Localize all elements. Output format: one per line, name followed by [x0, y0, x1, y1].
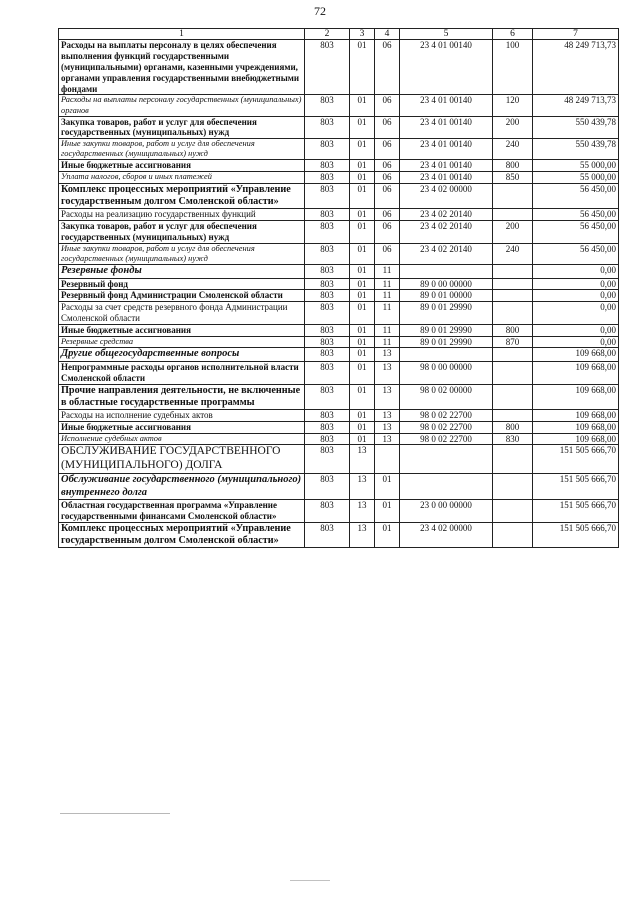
- row-section-cell: 01: [350, 302, 375, 325]
- row-target-article-cell: 98 0 02 22700: [400, 433, 493, 445]
- row-name-cell: Закупка товаров, работ и услуг для обеспечения государственных (муниципальных) нужд: [59, 221, 305, 244]
- row-section-cell: 01: [350, 384, 375, 409]
- row-section-cell: 01: [350, 221, 375, 244]
- row-section-cell: 13: [350, 500, 375, 523]
- row-code-cell: 803: [305, 290, 350, 302]
- row-section-cell: 01: [350, 160, 375, 172]
- header-cell-code: 2: [305, 29, 350, 40]
- row-expense-type-cell: 100: [493, 40, 533, 95]
- row-expense-type-cell: [493, 183, 533, 208]
- row-name-cell: Непрограммные расходы органов исполнительной власти Смоленской области: [59, 361, 305, 384]
- row-code-cell: 803: [305, 172, 350, 184]
- row-name-cell: Резервные средства: [59, 336, 305, 348]
- row-subsection-cell: 06: [375, 221, 400, 244]
- row-section-cell: 01: [350, 336, 375, 348]
- row-target-article-cell: 98 0 02 22700: [400, 409, 493, 421]
- row-target-article-cell: 89 0 01 29990: [400, 324, 493, 336]
- row-code-cell: 803: [305, 384, 350, 409]
- row-name-cell: Иные закупки товаров, работ и услуг для обеспечения государственных (муниципальных) нужд: [59, 139, 305, 160]
- row-section-cell: 13: [350, 445, 375, 474]
- table-row: [59, 243, 619, 264]
- row-section-cell: 01: [350, 348, 375, 362]
- row-name-cell: Расходы на реализацию государственных функций: [59, 209, 305, 221]
- header-cell-target-article: 5: [400, 29, 493, 40]
- row-subsection-cell: 13: [375, 409, 400, 421]
- row-target-article-cell: [400, 445, 493, 474]
- row-subsection-cell: 13: [375, 361, 400, 384]
- table-row: [59, 433, 619, 445]
- row-code-cell: 803: [305, 409, 350, 421]
- table-row: [59, 445, 619, 474]
- row-target-article-cell: 98 0 02 22700: [400, 421, 493, 433]
- row-code-cell: 803: [305, 522, 350, 547]
- row-section-cell: 01: [350, 361, 375, 384]
- page-number: 72: [314, 4, 326, 18]
- row-code-cell: 803: [305, 243, 350, 264]
- budget-table: [58, 28, 619, 548]
- row-amount-cell: 0,00: [533, 324, 619, 336]
- table-row: [59, 421, 619, 433]
- row-amount-cell: 55 000,00: [533, 160, 619, 172]
- header-cell-expense-type: 6: [493, 29, 533, 40]
- row-expense-type-cell: [493, 445, 533, 474]
- row-name-cell: Расходы на выплаты персоналу государственных (муниципальных) органов: [59, 95, 305, 116]
- table-row: [59, 221, 619, 244]
- scan-mark: [60, 813, 170, 814]
- row-section-cell: 01: [350, 433, 375, 445]
- table-row: [59, 95, 619, 116]
- row-expense-type-cell: 240: [493, 139, 533, 160]
- row-target-article-cell: 98 0 00 00000: [400, 361, 493, 384]
- row-code-cell: 803: [305, 421, 350, 433]
- table-row: [59, 302, 619, 325]
- table-row: [59, 160, 619, 172]
- row-name-cell: Резервный фонд: [59, 278, 305, 290]
- row-target-article-cell: 89 0 00 00000: [400, 278, 493, 290]
- row-expense-type-cell: [493, 409, 533, 421]
- row-amount-cell: 550 439,78: [533, 139, 619, 160]
- table-row: [59, 361, 619, 384]
- row-subsection-cell: 11: [375, 264, 400, 278]
- row-section-cell: 01: [350, 421, 375, 433]
- row-section-cell: 01: [350, 209, 375, 221]
- row-code-cell: 803: [305, 183, 350, 208]
- header-row: [59, 29, 619, 40]
- row-code-cell: 803: [305, 160, 350, 172]
- row-target-article-cell: 23 4 02 00000: [400, 183, 493, 208]
- row-target-article-cell: 23 4 01 00140: [400, 95, 493, 116]
- row-amount-cell: 109 668,00: [533, 409, 619, 421]
- row-name-cell: Резервный фонд Администрации Смоленской области: [59, 290, 305, 302]
- row-name-cell: Закупка товаров, работ и услуг для обеспечения государственных (муниципальных) нужд: [59, 116, 305, 139]
- row-target-article-cell: 89 0 01 29990: [400, 302, 493, 325]
- row-code-cell: 803: [305, 500, 350, 523]
- scan-mark: [290, 880, 330, 881]
- row-target-article-cell: [400, 348, 493, 362]
- header-cell-amount: 7: [533, 29, 619, 40]
- row-expense-type-cell: [493, 290, 533, 302]
- row-code-cell: 803: [305, 361, 350, 384]
- row-name-cell: Областная государственная программа «Управление государственными финансами Смоленской области»: [59, 500, 305, 523]
- row-name-cell: Комплекс процессных мероприятий «Управление государственным долгом Смоленской области»: [59, 183, 305, 208]
- row-name-cell: Обслуживание государственного (муниципального) внутреннего долга: [59, 473, 305, 499]
- row-subsection-cell: 06: [375, 243, 400, 264]
- row-subsection-cell: [375, 445, 400, 474]
- row-expense-type-cell: 200: [493, 221, 533, 244]
- table-body: [59, 40, 619, 548]
- row-amount-cell: 151 505 666,70: [533, 445, 619, 474]
- row-name-cell: Иные бюджетные ассигнования: [59, 421, 305, 433]
- row-amount-cell: 109 668,00: [533, 384, 619, 409]
- row-expense-type-cell: 800: [493, 160, 533, 172]
- row-amount-cell: 0,00: [533, 336, 619, 348]
- row-amount-cell: 0,00: [533, 264, 619, 278]
- row-name-cell: Иные закупки товаров, работ и услуг для обеспечения государственных (муниципальных) нужд: [59, 243, 305, 264]
- row-subsection-cell: 11: [375, 290, 400, 302]
- table-row: [59, 172, 619, 184]
- row-code-cell: 803: [305, 209, 350, 221]
- row-target-article-cell: 23 4 01 00140: [400, 160, 493, 172]
- row-amount-cell: 0,00: [533, 290, 619, 302]
- row-expense-type-cell: [493, 384, 533, 409]
- table-row: [59, 473, 619, 499]
- row-section-cell: 13: [350, 473, 375, 499]
- row-code-cell: 803: [305, 302, 350, 325]
- table-row: [59, 500, 619, 523]
- row-name-cell: Резервные фонды: [59, 264, 305, 278]
- row-target-article-cell: 89 0 01 29990: [400, 336, 493, 348]
- row-name-cell: Иные бюджетные ассигнования: [59, 324, 305, 336]
- row-expense-type-cell: [493, 348, 533, 362]
- row-section-cell: 01: [350, 172, 375, 184]
- table-row: [59, 336, 619, 348]
- row-subsection-cell: 11: [375, 302, 400, 325]
- row-target-article-cell: 23 4 01 00140: [400, 40, 493, 95]
- row-code-cell: 803: [305, 324, 350, 336]
- row-amount-cell: 151 505 666,70: [533, 473, 619, 499]
- row-code-cell: 803: [305, 221, 350, 244]
- row-amount-cell: 109 668,00: [533, 361, 619, 384]
- row-subsection-cell: 06: [375, 116, 400, 139]
- row-amount-cell: 0,00: [533, 302, 619, 325]
- row-target-article-cell: 23 4 02 00000: [400, 522, 493, 547]
- row-code-cell: 803: [305, 40, 350, 95]
- row-section-cell: 01: [350, 264, 375, 278]
- row-expense-type-cell: 240: [493, 243, 533, 264]
- row-amount-cell: 151 505 666,70: [533, 500, 619, 523]
- row-code-cell: 803: [305, 95, 350, 116]
- table-row: [59, 348, 619, 362]
- row-code-cell: 803: [305, 336, 350, 348]
- row-expense-type-cell: [493, 278, 533, 290]
- row-section-cell: 01: [350, 324, 375, 336]
- row-expense-type-cell: 800: [493, 421, 533, 433]
- table-row: [59, 324, 619, 336]
- table-row: [59, 522, 619, 547]
- row-amount-cell: 109 668,00: [533, 348, 619, 362]
- header-cell-section: 3: [350, 29, 375, 40]
- table-row: [59, 264, 619, 278]
- row-subsection-cell: 01: [375, 500, 400, 523]
- row-code-cell: 803: [305, 348, 350, 362]
- table-row: [59, 409, 619, 421]
- row-expense-type-cell: [493, 522, 533, 547]
- row-subsection-cell: 06: [375, 172, 400, 184]
- row-code-cell: 803: [305, 116, 350, 139]
- row-amount-cell: 56 450,00: [533, 221, 619, 244]
- row-name-cell: ОБСЛУЖИВАНИЕ ГОСУДАРСТВЕННОГО (МУНИЦИПАЛЬНОГО) ДОЛГА: [59, 445, 305, 474]
- row-section-cell: 01: [350, 290, 375, 302]
- row-code-cell: 803: [305, 278, 350, 290]
- row-amount-cell: 56 450,00: [533, 183, 619, 208]
- row-subsection-cell: 11: [375, 336, 400, 348]
- table-row: [59, 40, 619, 95]
- table-row: [59, 384, 619, 409]
- row-expense-type-cell: 870: [493, 336, 533, 348]
- row-amount-cell: 55 000,00: [533, 172, 619, 184]
- row-subsection-cell: 06: [375, 183, 400, 208]
- row-section-cell: 01: [350, 95, 375, 116]
- row-expense-type-cell: [493, 361, 533, 384]
- row-target-article-cell: [400, 473, 493, 499]
- row-section-cell: 13: [350, 522, 375, 547]
- row-subsection-cell: 13: [375, 348, 400, 362]
- row-code-cell: 803: [305, 264, 350, 278]
- row-subsection-cell: 13: [375, 433, 400, 445]
- row-name-cell: Комплекс процессных мероприятий «Управление государственным долгом Смоленской области»: [59, 522, 305, 547]
- row-name-cell: Расходы за счет средств резервного фонда Администрации Смоленской области: [59, 302, 305, 325]
- row-subsection-cell: 11: [375, 278, 400, 290]
- table-row: [59, 209, 619, 221]
- row-section-cell: 01: [350, 409, 375, 421]
- row-name-cell: Уплата налогов, сборов и иных платежей: [59, 172, 305, 184]
- row-expense-type-cell: [493, 209, 533, 221]
- header-cell-subsection: 4: [375, 29, 400, 40]
- row-target-article-cell: 23 4 02 20140: [400, 221, 493, 244]
- row-target-article-cell: 23 4 01 00140: [400, 172, 493, 184]
- row-expense-type-cell: [493, 302, 533, 325]
- row-expense-type-cell: [493, 473, 533, 499]
- row-target-article-cell: 23 0 00 00000: [400, 500, 493, 523]
- row-target-article-cell: [400, 264, 493, 278]
- row-amount-cell: 56 450,00: [533, 243, 619, 264]
- row-expense-type-cell: 850: [493, 172, 533, 184]
- row-amount-cell: 109 668,00: [533, 433, 619, 445]
- row-subsection-cell: 13: [375, 384, 400, 409]
- row-subsection-cell: 06: [375, 95, 400, 116]
- table-row: [59, 278, 619, 290]
- row-amount-cell: 0,00: [533, 278, 619, 290]
- table-row: [59, 116, 619, 139]
- row-section-cell: 01: [350, 243, 375, 264]
- row-amount-cell: 109 668,00: [533, 421, 619, 433]
- row-code-cell: 803: [305, 445, 350, 474]
- row-code-cell: 803: [305, 433, 350, 445]
- row-amount-cell: 550 439,78: [533, 116, 619, 139]
- row-name-cell: Расходы на выплаты персоналу в целях обеспечения выполнения функций государственными (муниципальными) органами, казенными учреждениями, органами управления государственными внебюджетными фондами: [59, 40, 305, 95]
- row-name-cell: Расходы на исполнение судебных актов: [59, 409, 305, 421]
- row-section-cell: 01: [350, 139, 375, 160]
- row-subsection-cell: 06: [375, 160, 400, 172]
- row-subsection-cell: 13: [375, 421, 400, 433]
- row-name-cell: Исполнение судебных актов: [59, 433, 305, 445]
- row-target-article-cell: 23 4 01 00140: [400, 139, 493, 160]
- row-name-cell: Другие общегосударственные вопросы: [59, 348, 305, 362]
- row-section-cell: 01: [350, 278, 375, 290]
- row-subsection-cell: 01: [375, 473, 400, 499]
- row-expense-type-cell: 830: [493, 433, 533, 445]
- row-subsection-cell: 11: [375, 324, 400, 336]
- row-target-article-cell: 89 0 01 00000: [400, 290, 493, 302]
- row-section-cell: 01: [350, 183, 375, 208]
- row-code-cell: 803: [305, 473, 350, 499]
- row-amount-cell: 151 505 666,70: [533, 522, 619, 547]
- row-target-article-cell: 23 4 02 20140: [400, 209, 493, 221]
- row-section-cell: 01: [350, 116, 375, 139]
- row-target-article-cell: 98 0 02 00000: [400, 384, 493, 409]
- row-expense-type-cell: [493, 500, 533, 523]
- table-row: [59, 139, 619, 160]
- row-subsection-cell: 01: [375, 522, 400, 547]
- row-amount-cell: 48 249 713,73: [533, 95, 619, 116]
- row-subsection-cell: 06: [375, 209, 400, 221]
- row-expense-type-cell: 800: [493, 324, 533, 336]
- header-cell-name: 1: [59, 29, 305, 40]
- row-expense-type-cell: 120: [493, 95, 533, 116]
- row-expense-type-cell: 200: [493, 116, 533, 139]
- row-amount-cell: 56 450,00: [533, 209, 619, 221]
- table-row: [59, 290, 619, 302]
- row-expense-type-cell: [493, 264, 533, 278]
- row-name-cell: Прочие направления деятельности, не включенные в областные государственные программы: [59, 384, 305, 409]
- row-section-cell: 01: [350, 40, 375, 95]
- row-name-cell: Иные бюджетные ассигнования: [59, 160, 305, 172]
- row-target-article-cell: 23 4 02 20140: [400, 243, 493, 264]
- row-target-article-cell: 23 4 01 00140: [400, 116, 493, 139]
- row-code-cell: 803: [305, 139, 350, 160]
- row-subsection-cell: 06: [375, 139, 400, 160]
- row-subsection-cell: 06: [375, 40, 400, 95]
- row-amount-cell: 48 249 713,73: [533, 40, 619, 95]
- table-row: [59, 183, 619, 208]
